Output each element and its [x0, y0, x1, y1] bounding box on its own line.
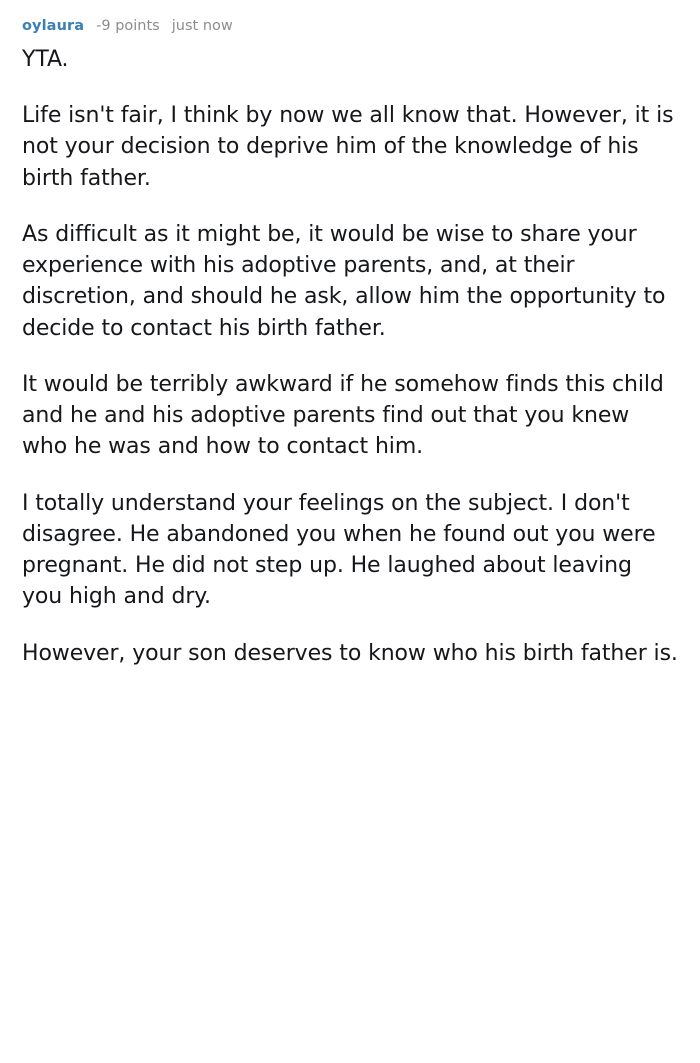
comment-timestamp: just now	[171, 18, 233, 34]
comment-body	[22, 44, 678, 669]
comment-paragraph: However, your son deserves to know who his birth father is.	[22, 640, 678, 666]
comment-paragraph: I totally understand your feelings on the subject. I don't disagree. He abandoned you when he found out you were pregnant. He did not step up. He laughed about leaving you high and dry.	[22, 490, 656, 610]
comment-author-link[interactable]: oylaura	[22, 18, 85, 34]
comment-paragraph: YTA.	[22, 47, 69, 72]
comment-paragraph: Life isn't fair, I think by now we all know that. However, it is not your decision to deprive him of the knowledge of his birth father.	[22, 103, 674, 191]
comment-paragraph: It would be terribly awkward if he somehow finds this child and he and his adoptive parents find out that you knew who he was and how to contact him.	[22, 371, 664, 460]
comment-paragraph: As difficult as it might be, it would be wise to share your experience with his adoptive parents, and, at their discretion, and should he ask, allow him the opportunity to decide to contact his birth father.	[22, 221, 666, 341]
comment-score: -9 points	[96, 18, 160, 34]
comment-meta	[22, 18, 678, 34]
